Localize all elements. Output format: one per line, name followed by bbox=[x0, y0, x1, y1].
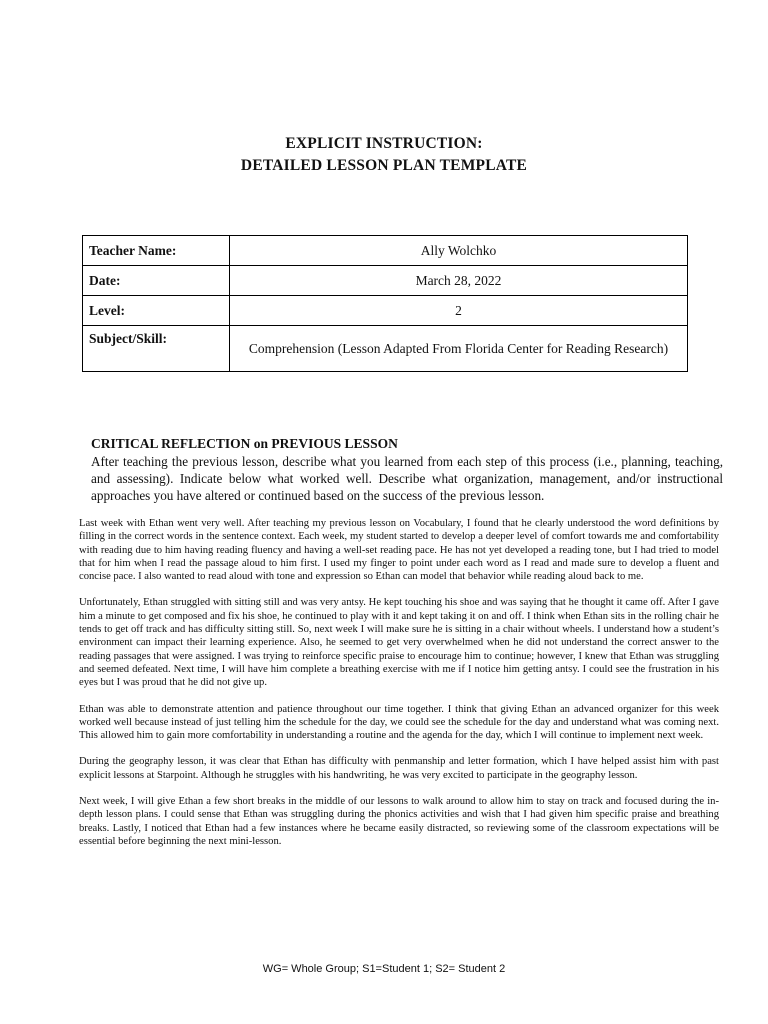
reflection-paragraph: Ethan was able to demonstrate attention and patience throughout our time together. I think that giving Ethan an advanced organizer for this week worked well because instead of just telling him the schedule for the day, we could see the schedule for the day and understand what was coming next. This allowed him to gain more comfortability in understanding a routine and the agenda for the day, which I will continue to implement next week. bbox=[79, 703, 719, 742]
reflection-paragraph: Last week with Ethan went very well. After teaching my previous lesson on Vocabulary, I found that he clearly understood the word definitions by filling in the correct words in the sentence context. Each week, my student started to develop a deeper level of comfort towards me and comfortability with reading due to him having reading fluency and having a well-set reading pace. He has not yet developed a reading tone, but I had tried to model that for him when I read the passage aloud to him first. I used my finger to point under each word as I read and made sure to develop a fluent and concise pace. I also wanted to read aloud with tone and expression so Ethan can model that behavior while reading aloud back to me. bbox=[79, 518, 719, 583]
level-label: Level: bbox=[83, 296, 230, 326]
table-row bbox=[83, 296, 688, 326]
teacher-name-value: Ally Wolchko bbox=[230, 236, 688, 266]
document-title-line-2: DETAILED LESSON PLAN TEMPLATE bbox=[240, 157, 528, 174]
footer-legend: WG= Whole Group; S1=Student 1; S2= Student 2 bbox=[262, 963, 506, 975]
table-row bbox=[83, 266, 688, 296]
reflection-body bbox=[79, 517, 719, 861]
reflection-paragraph: During the geography lesson, it was clear that Ethan has difficulty with penmanship and letter formation, which I have helped assist him with past explicit lessons at Starpoint. Although he struggles with his handwriting, he was very excited to participate in the geography lesson. bbox=[79, 756, 719, 781]
teacher-name-label: Teacher Name: bbox=[83, 236, 230, 266]
reflection-heading: CRITICAL REFLECTION on PREVIOUS LESSON bbox=[91, 436, 398, 451]
lesson-info-table bbox=[82, 235, 688, 372]
reflection-paragraph: Unfortunately, Ethan struggled with sitting still and was very antsy. He kept touching his shoe and was saying that he thought it came off. After I gave him a minute to get composed and fix his shoe, he continued to play with it and kept taking it on and off. I think when Ethan sits in the rolling chair he tends to get off track and has difficulty sitting still. So, next week I will make sure he is sitting in a chair without wheels. I understand how a student’s environment can impact their learning experience. Also, he seemed to get very overwhelmed when he did not understand the correct answer to the reading passages that were assigned. I was trying to reinforce specific praise to encourage him to continue; however, I knew that Ethan was struggling and seemed defeated. Next time, I will have him complete a breathing exercise with me if I notice him getting antsy. I could see the frustration in his eyes but I was proud that he did not give up. bbox=[79, 597, 719, 689]
reflection-instructions: After teaching the previous lesson, describe what you learned from each step of this process (i.e., planning, teaching, and assessing). Indicate below what worked well. Describe what organization, management, and/or instructional approaches you have altered or continued based on the success of the previous lesson. bbox=[91, 454, 723, 503]
document-title-line-1: EXPLICIT INSTRUCTION: bbox=[285, 135, 483, 152]
table-row bbox=[83, 236, 688, 266]
subject-skill-value: Comprehension (Lesson Adapted From Florida Center for Reading Research) bbox=[230, 326, 688, 372]
date-value: March 28, 2022 bbox=[230, 266, 688, 296]
table-row bbox=[83, 326, 688, 372]
level-value: 2 bbox=[230, 296, 688, 326]
reflection-paragraph: Next week, I will give Ethan a few short breaks in the middle of our lessons to walk around to allow him to stay on track and focused during the in-depth lesson plans. I could sense that Ethan was struggling during the phonics activities and wish that I had given him specific praise and breathing breaks. Lastly, I noticed that Ethan had a few instances where he became easily distracted, so reviewing some of the classroom expectations will be essential before beginning the next mini-lesson. bbox=[79, 796, 719, 847]
date-label: Date: bbox=[83, 266, 230, 296]
subject-skill-label: Subject/Skill: bbox=[83, 326, 230, 372]
